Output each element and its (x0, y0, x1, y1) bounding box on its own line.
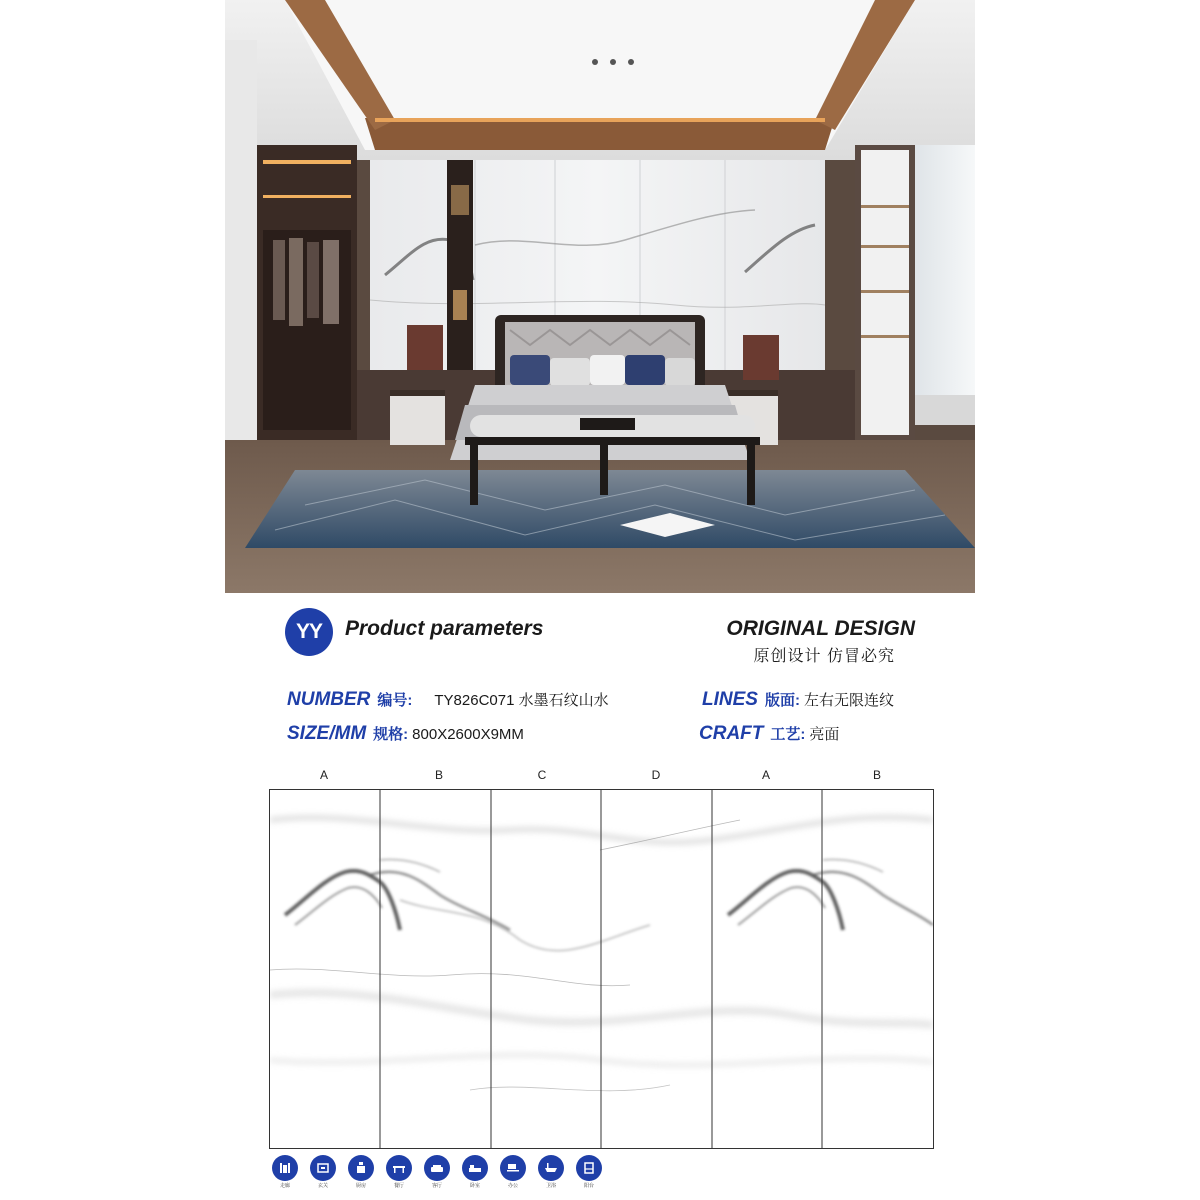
brand-logo: YY (285, 608, 333, 656)
panel-label-1: A (319, 768, 328, 782)
original-design-cn: 原创设计 仿冒必究 (753, 648, 895, 665)
param-number (287, 689, 609, 711)
panel-label-5: A (761, 768, 770, 782)
icon-label: 卫浴 (545, 1183, 556, 1189)
param-size-label-en: SIZE/MM (287, 723, 367, 744)
panel-label-6: B (872, 768, 881, 782)
icon-label: 卧室 (469, 1183, 480, 1189)
kitchen-icon (344, 1155, 378, 1189)
application-icons (268, 1155, 608, 1195)
param-number-value: TY826C071 水墨石纹山水 (434, 692, 609, 709)
bedroom-icon (458, 1155, 492, 1189)
panel-label-3: C (537, 768, 547, 782)
bathroom-icon (534, 1155, 568, 1189)
foyer-icon (306, 1155, 340, 1189)
page-title: Product parameters (345, 617, 544, 640)
icon-label: 玄关 (317, 1183, 328, 1189)
icon-label: 餐厅 (393, 1183, 404, 1189)
panel-label-4: D (651, 768, 661, 782)
dining-icon (382, 1155, 416, 1189)
param-number-label-en: NUMBER (287, 689, 371, 710)
param-size-label-cn: 规格: (373, 726, 409, 743)
param-lines-value: 左右无限连纹 (803, 692, 894, 709)
param-size (287, 723, 524, 745)
icon-label: 办公 (507, 1183, 518, 1189)
original-design-en: ORIGINAL DESIGN (726, 617, 915, 640)
param-size-value: 800X2600X9MM (412, 726, 524, 743)
param-number-label-cn: 编号: (377, 692, 413, 709)
entrance-icon (268, 1155, 302, 1189)
marble-panels (269, 789, 934, 1149)
hero-bedroom-photo (225, 0, 975, 593)
icon-label: 阳台 (583, 1183, 594, 1189)
icon-label: 厨房 (355, 1183, 366, 1189)
param-lines-label-en: LINES (702, 689, 758, 710)
icon-label: 客厅 (431, 1183, 442, 1189)
param-craft-label-cn: 工艺: (770, 726, 806, 743)
panel-label-2: B (434, 768, 443, 782)
param-lines (702, 689, 894, 711)
balcony-icon (572, 1155, 606, 1189)
param-craft-label-en: CRAFT (699, 723, 764, 744)
living-room-icon (420, 1155, 454, 1189)
panel-labels (269, 768, 934, 784)
param-craft (699, 723, 839, 745)
office-icon (496, 1155, 530, 1189)
icon-label: 走廊 (279, 1183, 290, 1189)
param-lines-label-cn: 版面: (764, 692, 800, 709)
param-craft-value: 亮面 (809, 726, 840, 743)
